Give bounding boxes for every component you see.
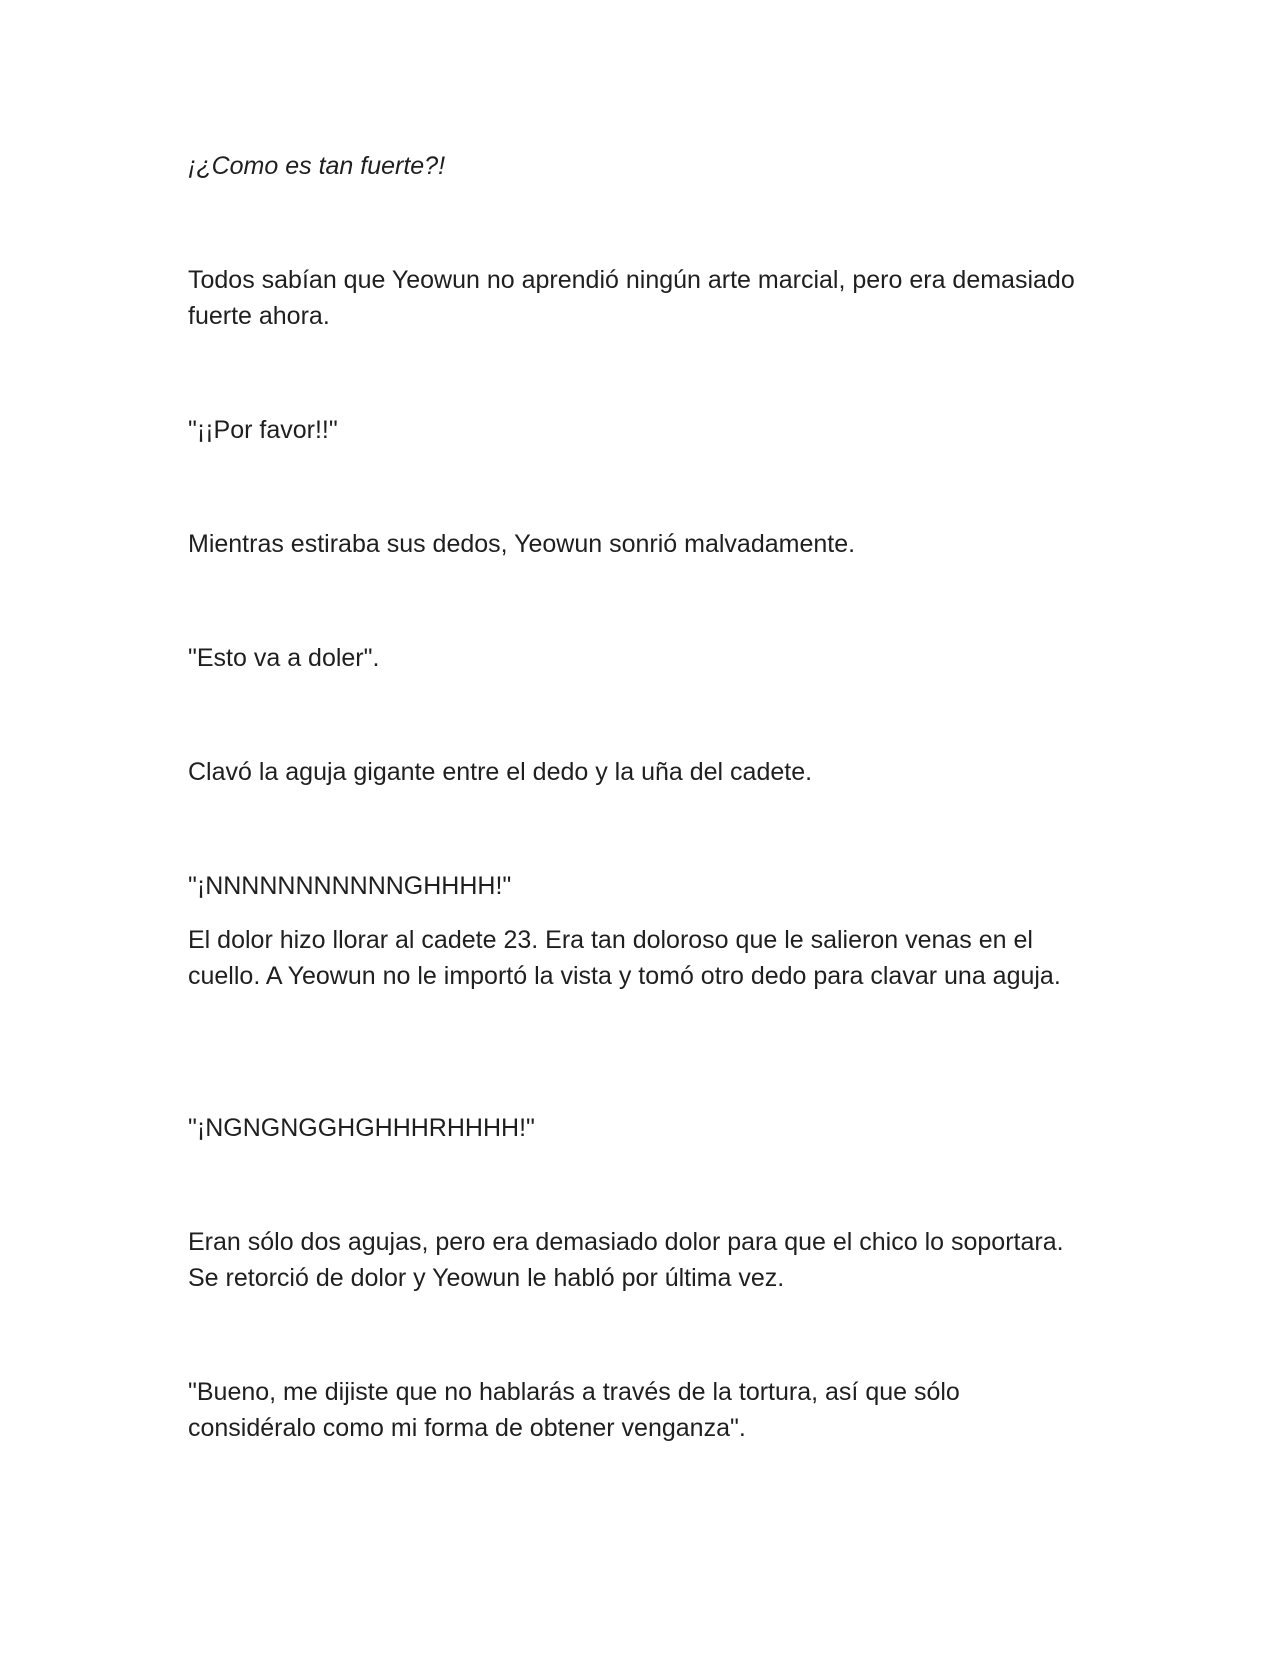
paragraph-5: "Esto va a doler". [188,644,380,672]
paragraph-1: ¡¿Como es tan fuerte?! [188,152,446,180]
paragraph-4: Mientras estiraba sus dedos, Yeowun sonrió malvadamente. [188,530,856,558]
paragraph-9: "¡NGNGNGGHGHHHRHHHH!" [188,1114,535,1142]
paragraph-3: "¡¡Por favor!!" [188,416,338,444]
paragraph-11: "Bueno, me dijiste que no hablarás a través de la tortura, así que sólo considéralo como mi forma de obtener venganza". [188,1378,960,1442]
paragraph-7: "¡NNNNNNNNNNNGHHHH!" [188,872,512,900]
paragraph-6: Clavó la aguja gigante entre el dedo y la uña del cadete. [188,758,813,786]
paragraph-10: Eran sólo dos agujas, pero era demasiado dolor para que el chico lo soportara. Se retorció de dolor y Yeowun le habló por última vez. [188,1228,1064,1292]
paragraph-8: El dolor hizo llorar al cadete 23. Era tan doloroso que le salieron venas en el cuello. A Yeowun no le importó la vista y tomó otro dedo para clavar una aguja. [188,926,1061,990]
paragraph-2: Todos sabían que Yeowun no aprendió ningún arte marcial, pero era demasiado fuerte ahora. [188,266,1075,330]
